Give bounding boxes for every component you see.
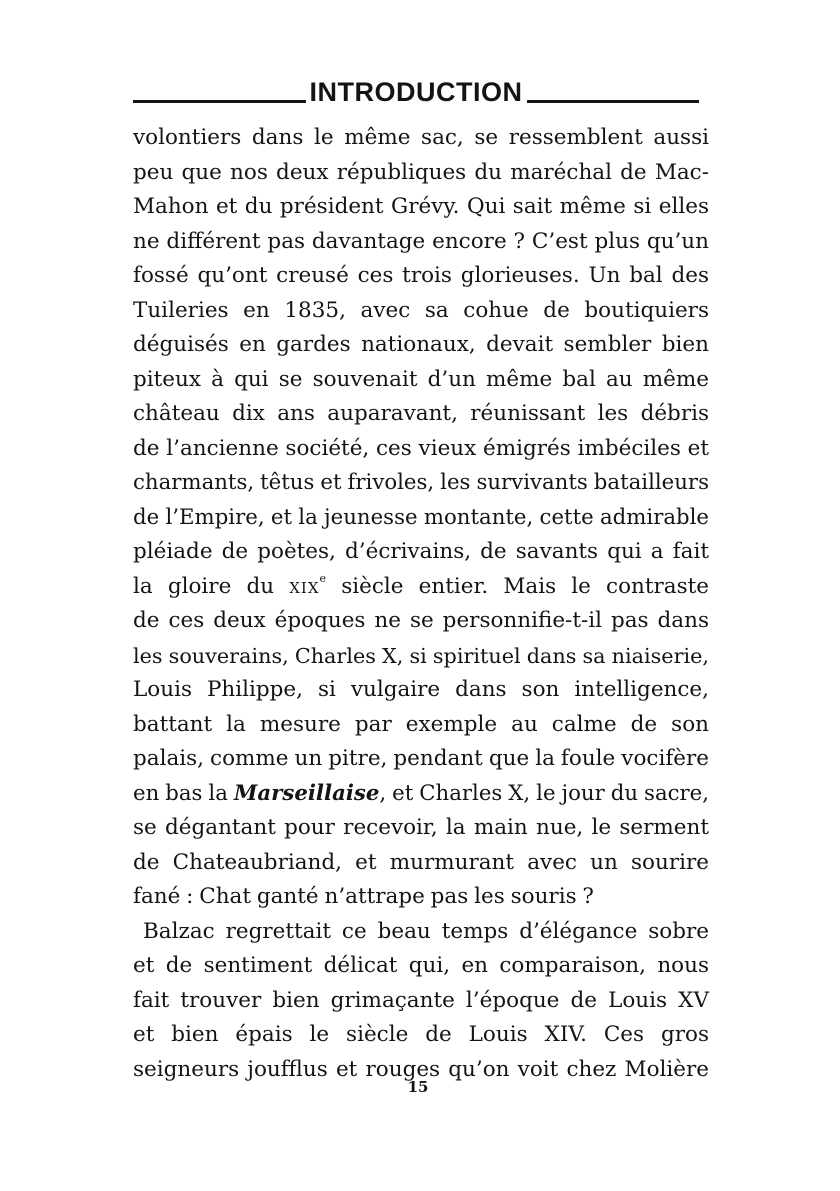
- text-fragment: , et Charles X, le jour du sacre,: [379, 780, 710, 806]
- text-line: de l’ancienne société, ces vieux émigrés imbéciles et: [133, 435, 709, 461]
- paragraph-end-line: fané : Chat ganté n’attrape pas les souris ?: [133, 884, 594, 909]
- text-line: château dix ans auparavant, réunissant les débris: [133, 401, 709, 426]
- text-line: et bien épais le siècle de Louis XIV. Ces gros: [133, 1022, 709, 1047]
- page-number: 15: [407, 1078, 429, 1096]
- text-fragment: la gloire du: [133, 573, 290, 599]
- text-line: de ces deux époques ne se personnifie-t-il pas dans: [133, 608, 709, 633]
- text-line: fait trouver bien grimaçante l’époque de Louis XV: [133, 987, 709, 1013]
- text-line: palais, comme un pitre, pendant que la foule vocifère: [133, 746, 709, 771]
- text-fragment: siècle entier. Mais le contraste: [326, 573, 709, 599]
- text-line: les souverains, Charles X, si spirituel dans sa niaiserie,: [133, 643, 709, 668]
- text-line: charmants, têtus et frivoles, les survivants batailleurs: [133, 470, 709, 495]
- running-header: [133, 74, 699, 110]
- text-line-marseillaise: [133, 777, 709, 812]
- text-line: Mahon et du président Grévy. Qui sait même si elles: [133, 194, 709, 219]
- body-text: [133, 121, 709, 1087]
- header-rule-left: [133, 100, 306, 103]
- text-line: Balzac regrettait ce beau temps d’élégance sobre: [143, 918, 709, 944]
- text-line: Tuileries en 1835, avec sa cohue de boutiquiers: [133, 297, 709, 323]
- text-line: ne différent pas davantage encore ? C’est plus qu’un: [133, 228, 709, 254]
- text-line: peu que nos deux républiques du maréchal de Mac-: [133, 159, 709, 185]
- text-line: déguisés en gardes nationaux, devait sembler bien: [133, 332, 709, 357]
- text-line: battant la mesure par exemple au calme de son: [133, 711, 709, 737]
- text-line: fossé qu’ont creusé ces trois glorieuses. Un bal des: [133, 263, 709, 288]
- text-line: de l’Empire, et la jeunesse montante, cette admirable: [133, 504, 709, 530]
- text-line: pléiade de poètes, d’écrivains, de savants qui a fait: [133, 539, 709, 564]
- text-line: Louis Philippe, si vulgaire dans son intelligence,: [133, 677, 709, 702]
- text-line: seigneurs joufflus et rouges qu’on voit chez Molière: [133, 1056, 709, 1082]
- text-line: piteux à qui se souvenait d’un même bal au même: [133, 366, 709, 392]
- superscript: e: [319, 572, 327, 586]
- running-title: INTRODUCTION: [309, 77, 523, 107]
- text-line: et de sentiment délicat qui, en comparaison, nous: [133, 953, 709, 978]
- text-line: se dégantant pour recevoir, la main nue, le serment: [133, 815, 709, 840]
- header-rule-right: [527, 100, 700, 103]
- text-line: volontiers dans le même sac, se ressemblent aussi: [133, 125, 709, 150]
- text-line-siecle: [133, 570, 709, 605]
- text-line: de Chateaubriand, et murmurant avec un sourire: [133, 849, 709, 875]
- text-fragment: en bas la: [133, 780, 234, 806]
- italic-title: Marseillaise: [233, 780, 380, 806]
- roman-numeral: xix: [289, 573, 320, 599]
